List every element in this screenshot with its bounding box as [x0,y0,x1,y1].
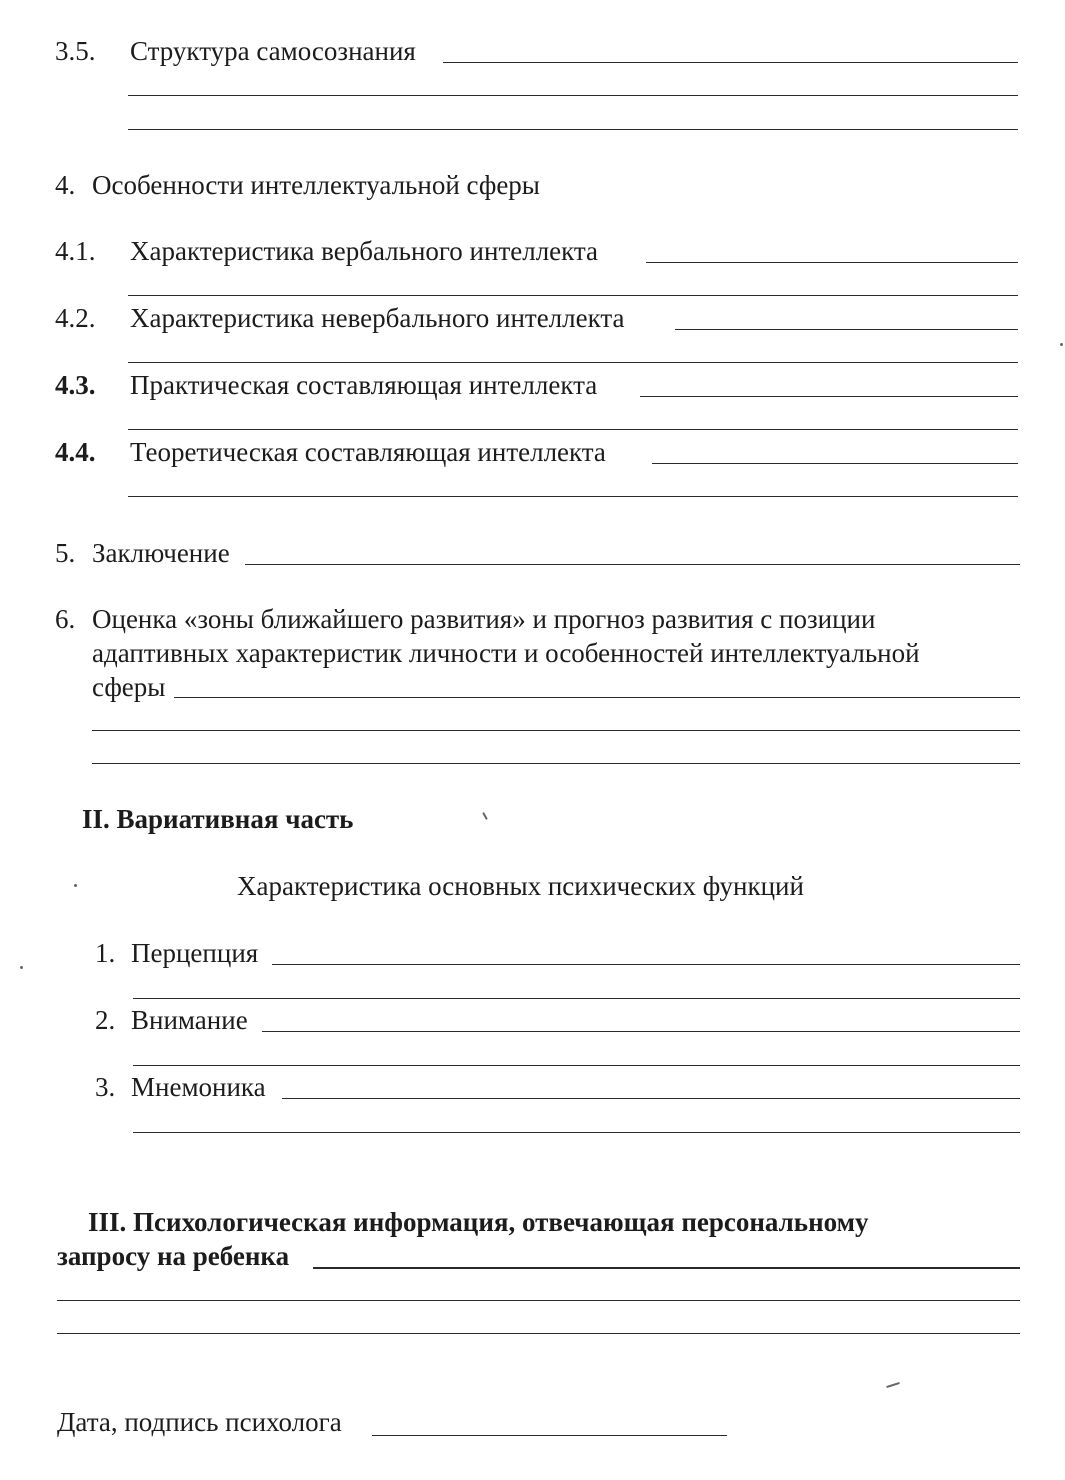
answer-line[interactable] [133,1065,1020,1066]
list-item-number: 3. [95,1072,116,1102]
answer-line[interactable] [133,1132,1020,1133]
list-item-perception: Перцепция [131,938,259,968]
answer-line[interactable] [282,1098,1020,1099]
section-label-practical: Практическая составляющая интеллекта [130,370,598,400]
scan-speck [1060,343,1063,346]
section-number: 5. [55,538,76,568]
answer-line[interactable] [652,463,1018,464]
section-label-self-awareness: Структура самосознания [130,36,416,66]
answer-line[interactable] [57,1333,1020,1334]
answer-line[interactable] [128,429,1018,430]
answer-line[interactable] [128,496,1018,497]
answer-line[interactable] [92,763,1020,764]
list-item-attention: Внимание [131,1005,248,1035]
section-text-line: сферы [92,672,166,702]
list-item-number: 2. [95,1005,116,1035]
scan-speck [74,884,77,887]
scan-speck [482,812,488,820]
section-number: 6. [55,604,76,634]
answer-line[interactable] [262,1031,1020,1032]
section-number: 3.5. [55,36,96,66]
answer-line[interactable] [174,697,1020,698]
part-heading: II. Вариативная часть [82,804,354,834]
answer-line[interactable] [272,964,1020,965]
signature-label: Дата, подпись психолога [57,1407,342,1437]
scan-speck [20,966,23,969]
answer-line[interactable] [128,362,1018,363]
part-subheading: Характеристика основных психических функций [237,871,804,901]
answer-line[interactable] [133,998,1020,999]
answer-line[interactable] [443,62,1018,63]
answer-line[interactable] [128,129,1018,130]
part-heading: III. Психологическая информация, отвечающая персональному [88,1207,869,1237]
answer-line[interactable] [57,1300,1020,1301]
answer-line[interactable] [128,95,1018,96]
section-number: 4.1. [55,236,96,266]
answer-line[interactable] [313,1267,1020,1269]
section-number: 4. [55,170,76,200]
answer-line[interactable] [675,329,1018,330]
answer-line[interactable] [128,295,1018,296]
part-heading-continuation: запросу на ребенка [57,1241,290,1271]
answer-line[interactable] [646,262,1018,263]
section-label-nonverbal: Характеристика невербального интеллекта [130,303,625,333]
answer-line[interactable] [92,730,1020,731]
section-number: 4.2. [55,303,96,333]
answer-line[interactable] [245,564,1020,565]
section-heading-intellect: Особенности интеллектуальной сферы [92,170,540,200]
section-text-line: адаптивных характеристик личности и особенностей интеллектуальной [92,638,920,668]
section-label-verbal: Характеристика вербального интеллекта [130,236,599,266]
scan-speck [886,1382,900,1388]
answer-line[interactable] [640,396,1018,397]
section-label-theoretical: Теоретическая составляющая интеллекта [130,437,606,467]
signature-line[interactable] [372,1435,727,1436]
section-number: 4.4. [55,437,96,467]
section-label-conclusion: Заключение [92,538,230,568]
list-item-number: 1. [95,938,116,968]
section-number: 4.3. [55,370,96,400]
list-item-mnemonics: Мнемоника [131,1072,266,1102]
section-text-line: Оценка «зоны ближайшего развития» и прогноз развития с позиции [92,604,876,634]
